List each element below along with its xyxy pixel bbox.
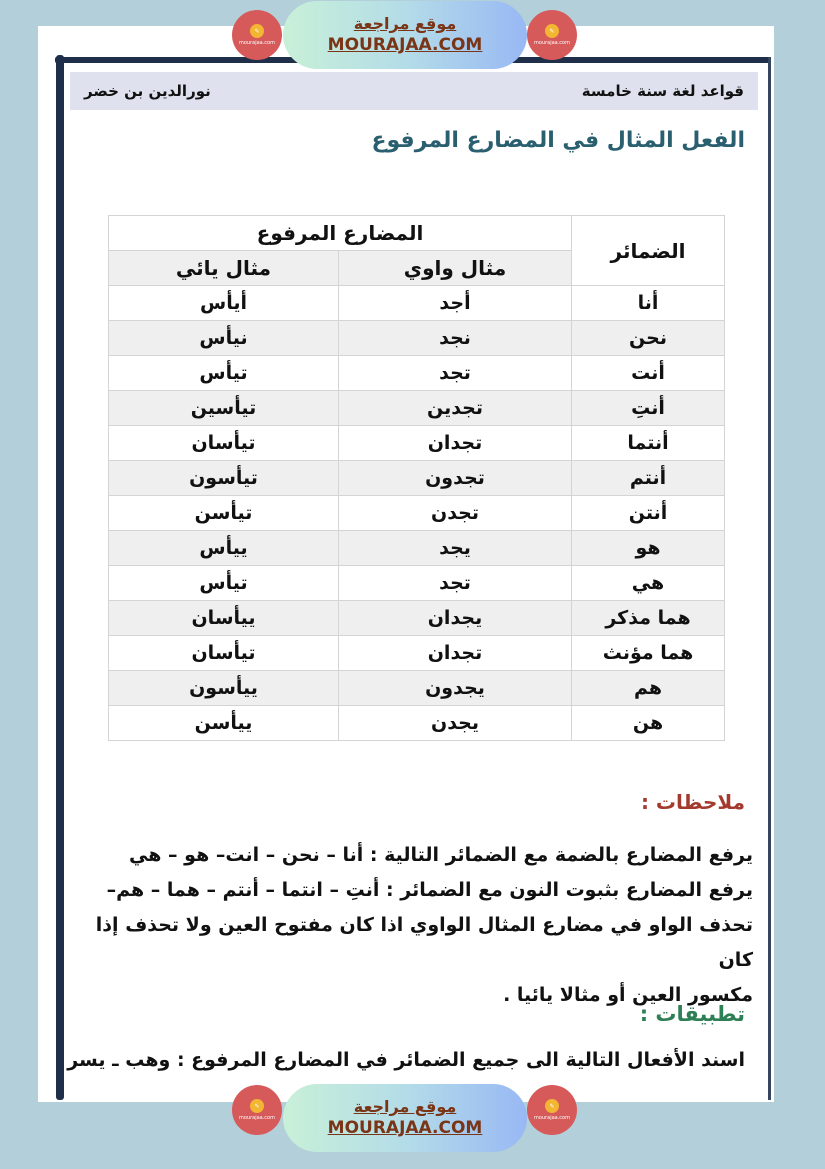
page-frame-right (768, 57, 771, 1100)
note-line: يرفع المضارع بثبوت النون مع الضمائر : أنتِ – انتما – أنتم – هما – هم– (106, 879, 753, 901)
watermark-latin[interactable]: MOURAJAA.COM (327, 1118, 483, 1138)
watermark-arabic[interactable]: موقع مراجعة (353, 14, 457, 33)
cell-ya: تيأس (109, 356, 339, 391)
header-ya: مثال يائي (109, 251, 339, 286)
logo-icon: ✎ (545, 24, 559, 38)
cell-waw: تجدون (339, 461, 572, 496)
cell-ya: تيأسن (109, 496, 339, 531)
watermark-badge-right-top (527, 10, 577, 60)
cell-waw: تجدان (339, 636, 572, 671)
note-line: تحذف الواو في مضارع المثال الواوي اذا كان مفتوح العين ولا تحذف إذا كان (95, 914, 753, 971)
watermark-banner-top[interactable] (283, 1, 527, 69)
cell-ya: تيأسان (109, 426, 339, 461)
cell-waw: أجد (339, 286, 572, 321)
badge-label: mourajaa.com (533, 40, 570, 46)
table-row (109, 601, 725, 636)
badge-label: mourajaa.com (533, 1115, 570, 1121)
cell-waw: تجدن (339, 496, 572, 531)
cell-ya: ييأسان (109, 601, 339, 636)
cell-waw: يجدن (339, 706, 572, 741)
table-row (109, 356, 725, 391)
watermark-badge-left-bottom (232, 1085, 282, 1135)
cell-pronoun: أنتما (572, 426, 725, 461)
table-row (109, 706, 725, 741)
table-row (109, 496, 725, 531)
table-row (109, 461, 725, 496)
cell-ya: تيأسان (109, 636, 339, 671)
cell-waw: يجدان (339, 601, 572, 636)
conjugation-table (108, 215, 725, 741)
page-title: الفعل المثال في المضارع المرفوع (371, 128, 745, 153)
watermark-latin[interactable]: MOURAJAA.COM (327, 35, 483, 55)
table-row (109, 671, 725, 706)
cell-ya: تيأسون (109, 461, 339, 496)
header-waw: مثال واوي (339, 251, 572, 286)
logo-icon: ✎ (545, 1099, 559, 1113)
badge-label: mourajaa.com (238, 40, 275, 46)
cell-waw: تجد (339, 566, 572, 601)
author-label: نورالدين بن خضر (84, 82, 211, 100)
cell-pronoun: أنتم (572, 461, 725, 496)
table-row (109, 566, 725, 601)
applications-heading: تطبيقات : (639, 1002, 745, 1026)
table-row (109, 391, 725, 426)
cell-pronoun: هو (572, 531, 725, 566)
watermark-banner-bottom[interactable] (283, 1084, 527, 1152)
header-pronouns: الضمائر (572, 216, 725, 286)
table-row (109, 321, 725, 356)
table-row (109, 636, 725, 671)
cell-waw: نجد (339, 321, 572, 356)
watermark-badge-left-top (232, 10, 282, 60)
cell-pronoun: هي (572, 566, 725, 601)
watermark-arabic[interactable]: موقع مراجعة (353, 1097, 457, 1116)
note-line: مكسور العين أو مثالا يائيا . (503, 984, 753, 1006)
table-row (109, 426, 725, 461)
cell-pronoun: هما مذكر (572, 601, 725, 636)
table-row (109, 286, 725, 321)
badge-label: mourajaa.com (238, 1115, 275, 1121)
cell-waw: يجد (339, 531, 572, 566)
cell-ya: أيأس (109, 286, 339, 321)
watermark-badge-right-bottom (527, 1085, 577, 1135)
notes-heading: ملاحظات : (640, 790, 745, 814)
logo-icon: ✎ (250, 24, 264, 38)
cell-ya: ييأسون (109, 671, 339, 706)
header-band (70, 72, 758, 110)
subject-label: قواعد لغة سنة خامسة (581, 82, 744, 100)
cell-waw: تجدان (339, 426, 572, 461)
note-line: يرفع المضارع بالضمة مع الضمائر التالية : أنا – نحن – انت– هو – هي (129, 844, 753, 866)
cell-waw: يجدون (339, 671, 572, 706)
applications-text: اسند الأفعال التالية الى جميع الضمائر في المضارع المرفوع : وهب ـ يسر (67, 1049, 745, 1071)
cell-ya: نيأس (109, 321, 339, 356)
cell-pronoun: أنتِ (572, 391, 725, 426)
header-group: المضارع المرفوع (109, 216, 572, 251)
logo-icon: ✎ (250, 1099, 264, 1113)
cell-ya: ييأس (109, 531, 339, 566)
cell-pronoun: نحن (572, 321, 725, 356)
cell-pronoun: أنت (572, 356, 725, 391)
cell-waw: تجد (339, 356, 572, 391)
table-row (109, 531, 725, 566)
cell-waw: تجدين (339, 391, 572, 426)
cell-pronoun: هما مؤنث (572, 636, 725, 671)
cell-pronoun: أنا (572, 286, 725, 321)
cell-pronoun: هم (572, 671, 725, 706)
cell-pronoun: هن (572, 706, 725, 741)
cell-ya: تيأسين (109, 391, 339, 426)
cell-ya: تيأس (109, 566, 339, 601)
notes-body (63, 838, 753, 1013)
cell-ya: ييأسن (109, 706, 339, 741)
cell-pronoun: أنتن (572, 496, 725, 531)
